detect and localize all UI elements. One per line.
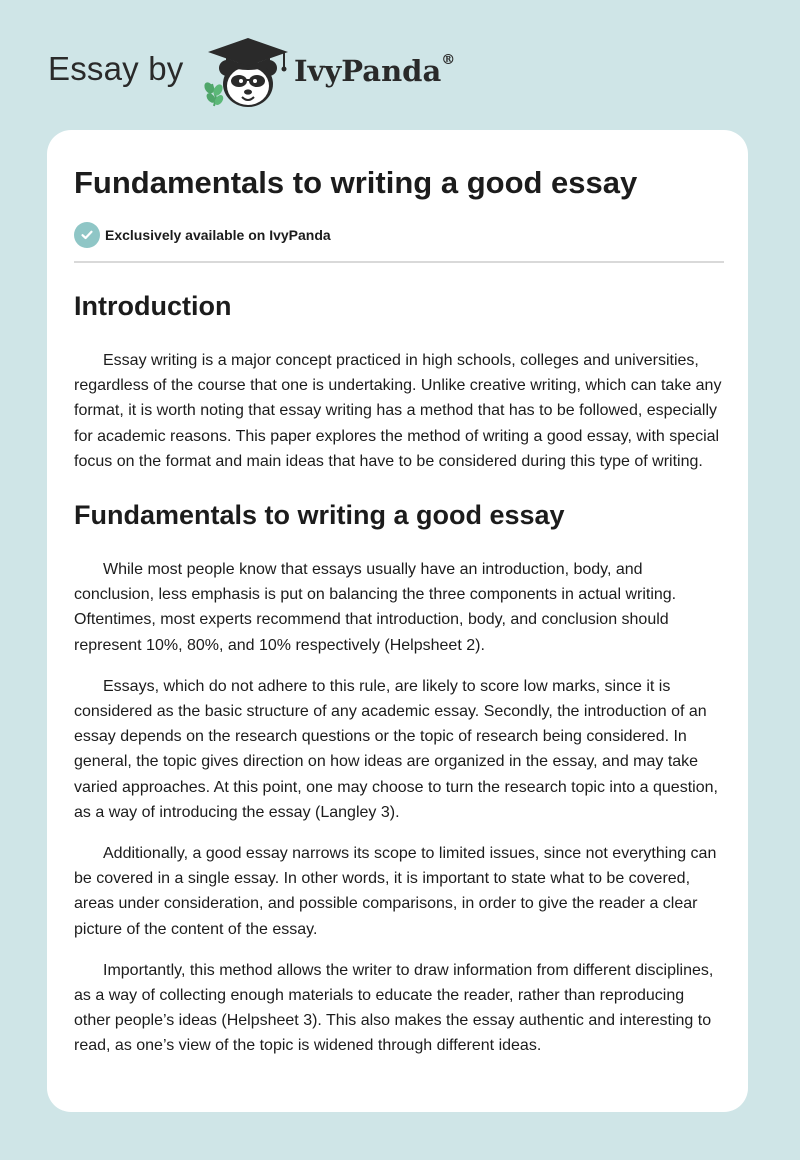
essay-by-label: Essay by — [48, 50, 184, 87]
site-header — [0, 0, 800, 130]
paragraph: Additionally, a good essay narrows its scope to limited issues, since not everything can be covered in a single essay. In other words, it is important to state what to be covered, areas under consideration, and possible comparisons, in order to give the reader a clear picture of the content of the essay. — [74, 845, 717, 938]
check-circle-icon — [74, 222, 100, 248]
section-heading-introduction: Introduction — [74, 291, 232, 321]
brand-name-text: IvyPanda — [294, 54, 442, 88]
brand-name — [294, 54, 455, 88]
essay-body — [74, 280, 724, 1059]
paragraph: Essays, which do not adhere to this rule, are likely to score low marks, since it is considered as the basic structure of any academic essay. Secondly, the introduction of an essay depends on the research questions or the topic of research being considered. In general, the topic gives direction on how ideas are organized in the essay, and may take varied approaches. At this point, one may choose to turn the research topic into a question, as a way of introducing the essay (Langley 3). — [74, 677, 718, 821]
paragraph: While most people know that essays usually have an introduction, body, and conclusion, less emphasis is put on balancing the three components in actual writing. Oftentimes, most experts recommend that introduction, body, and conclusion should represent 10%, 80%, and 10% respectively (Helpsheet 2). — [74, 561, 677, 654]
exclusive-badge — [74, 222, 331, 248]
registered-mark: ® — [441, 52, 456, 68]
essay-card — [47, 130, 748, 1112]
page-title: Fundamentals to writing a good essay — [74, 165, 638, 200]
panda-logo-icon — [200, 34, 292, 110]
paragraph: Essay writing is a major concept practiced in high schools, colleges and universities, regardless of the course that one is undertaking. Unlike creative writing, which can take any format, it is worth noting that essay writing has a method that has to be followed, especially for academic reasons. This paper explores the method of writing a good essay, with special focus on the format and main ideas that have to be considered during this type of writing. — [74, 352, 722, 470]
divider — [74, 261, 724, 263]
badge-label: Exclusively available on IvyPanda — [105, 227, 331, 243]
paragraph: Importantly, this method allows the writer to draw information from different disciplines, as a way of collecting enough materials to educate the reader, rather than reproducing other people’s ideas (Helpsheet 3). This also makes the essay authentic and interesting to read, as one’s view of the topic is widened through different ideas. — [74, 961, 714, 1055]
section-heading-fundamentals: Fundamentals to writing a good essay — [74, 500, 565, 531]
